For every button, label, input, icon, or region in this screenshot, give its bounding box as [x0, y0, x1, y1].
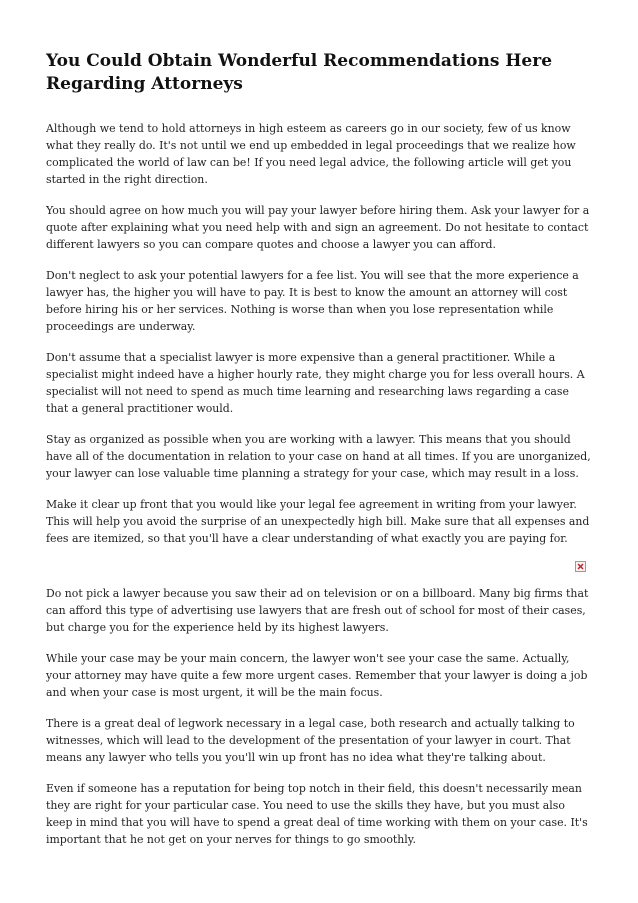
image-placeholder-row: [46, 561, 594, 582]
paragraph: Although we tend to hold attorneys in high esteem as careers go in our society, few of us know what they really do. It's not until we end up embedded in legal proceedings that we realize how complicated the world of law can be! If you need legal advice, the following article will get you started in the right direction.: [46, 122, 576, 186]
paragraph: Don't assume that a specialist lawyer is more expensive than a general practitioner. While a specialist might indeed have a higher hourly rate, they might charge you for less overall hours. A specialist will not need to spend as much time learning and researching laws regarding a case that a general practitioner would.: [46, 351, 585, 415]
paragraph: You should agree on how much you will pay your lawyer before hiring them. Ask your lawyer for a quote after explaining what you need help with and sign an agreement. Do not hesitate to contact different lawyers so you can compare quotes and choose a lawyer you can afford.: [46, 204, 590, 251]
paragraph: There is a great deal of legwork necessary in a legal case, both research and actually talking to witnesses, which will lead to the development of the presentation of your lawyer in court. That means any lawyer who tells you you'll win up front has no idea what they're talking about.: [46, 717, 575, 764]
paragraph: Do not pick a lawyer because you saw their ad on television or on a billboard. Many big firms that can afford this type of advertising use lawyers that are fresh out of school for most of their cases, but charge you for the experience held by its highest lawyers.: [46, 587, 589, 634]
document-page: [46, 50, 594, 862]
document-title: You Could Obtain Wonderful Recommendations Here Regarding Attorneys: [46, 51, 553, 94]
paragraph: Stay as organized as possible when you are working with a lawyer. This means that you should have all of the documentation in relation to your case on hand at all times. If you are unorganized, your lawyer can lose valuable time planning a strategy for your case, which may result in a loss.: [46, 433, 591, 480]
paragraph: Make it clear up front that you would like your legal fee agreement in writing from your lawyer. This will help you avoid the surprise of an unexpectedly high bill. Make sure that all expenses and fees are itemized, so that you'll have a clear understanding of what exactly you are paying for.: [46, 498, 590, 545]
paragraph: While your case may be your main concern, the lawyer won't see your case the same. Actually, your attorney may have quite a few more urgent cases. Remember that your lawyer is doing a job and when your case is most urgent, it will be the main focus.: [46, 652, 588, 699]
broken-image-icon: [575, 561, 586, 572]
paragraph: Even if someone has a reputation for being top notch in their field, this doesn't necessarily mean they are right for your particular case. You need to use the skills they have, but you must also keep in mind that you will have to spend a great deal of time working with them on your case. It's important that he not get on your nerves for things to go smoothly.: [46, 782, 588, 846]
paragraph: Don't neglect to ask your potential lawyers for a fee list. You will see that the more experience a lawyer has, the higher you will have to pay. It is best to know the amount an attorney will cost before hiring his or her services. Nothing is worse than when you lose representation while proceedings are underway.: [46, 269, 579, 333]
